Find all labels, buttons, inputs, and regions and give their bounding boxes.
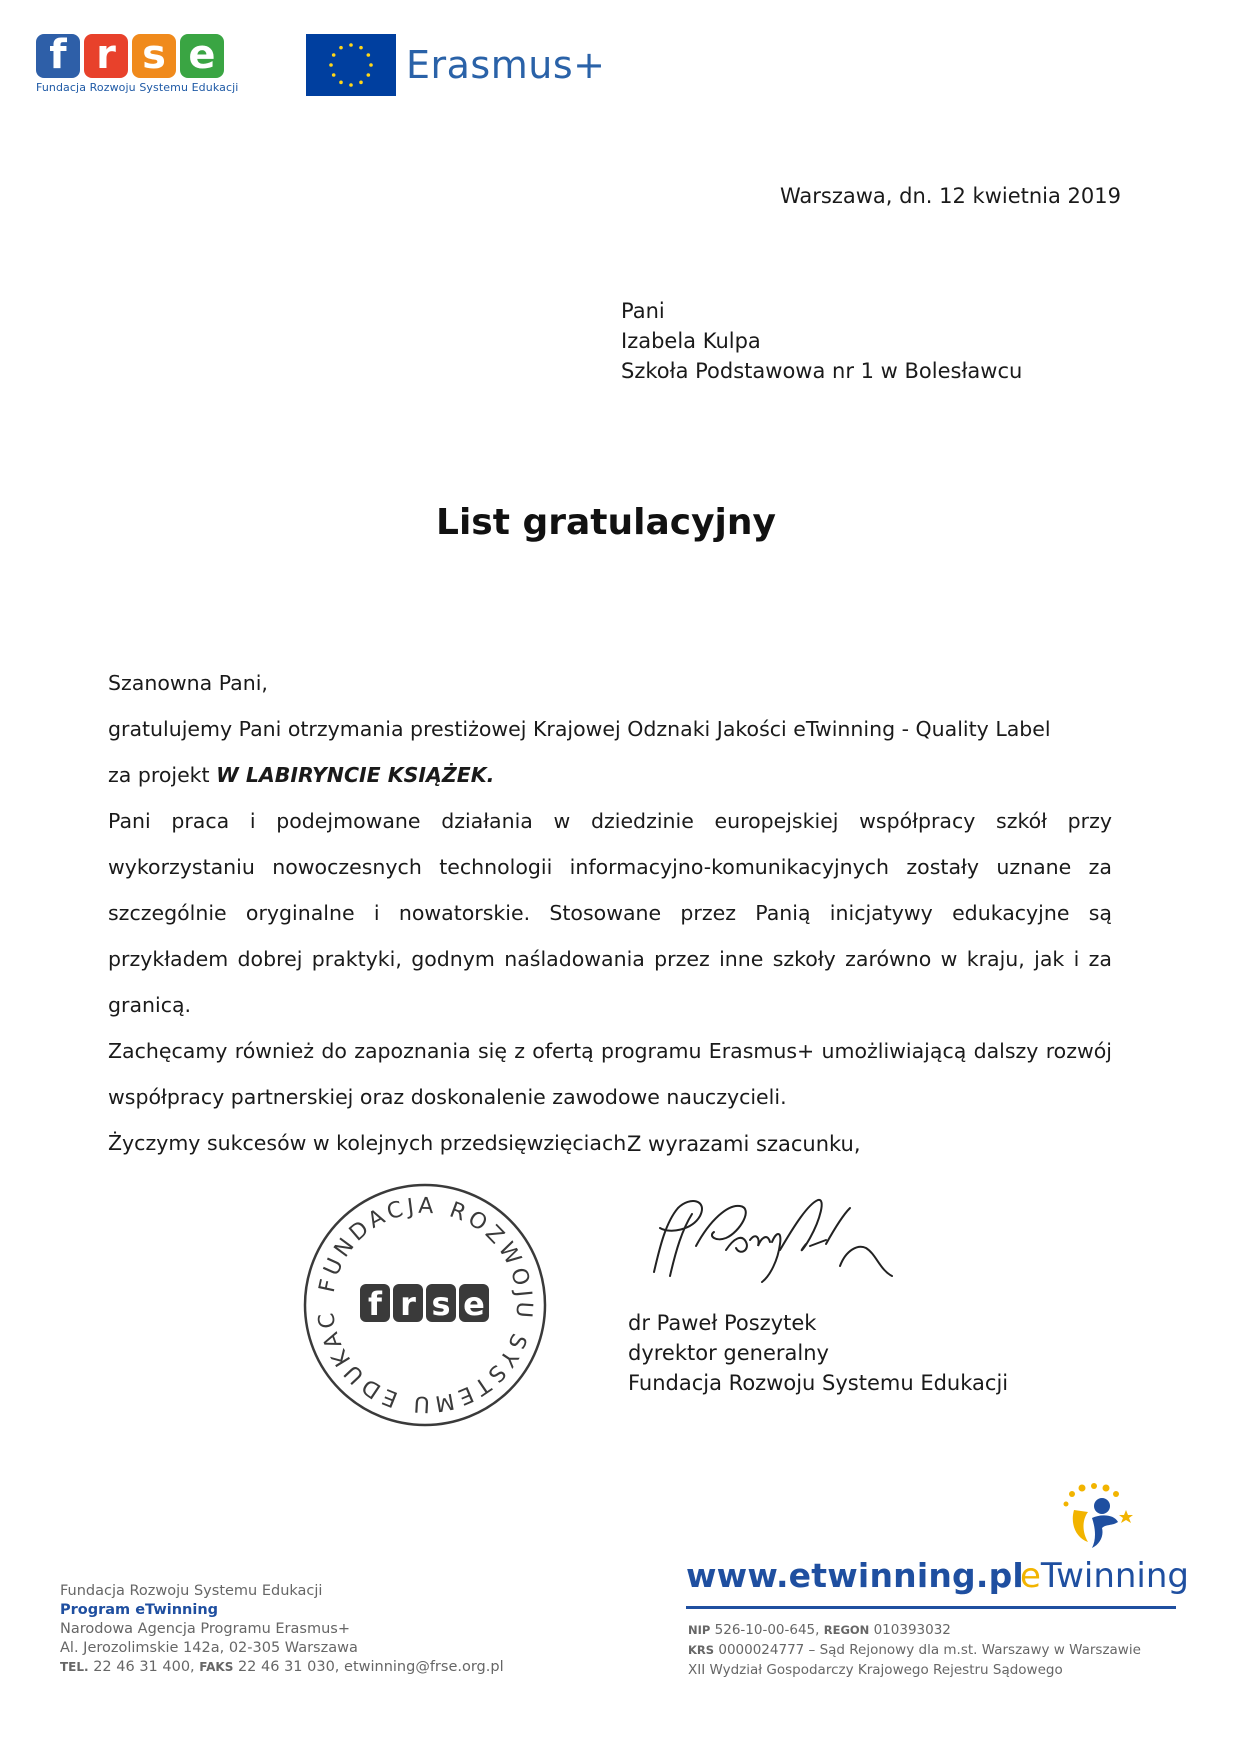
salutation: Szanowna Pani, <box>108 671 268 695</box>
footer-agency: Narodowa Agencja Programu Erasmus+ <box>60 1621 350 1637</box>
signer-name: dr Paweł Poszytek <box>628 1311 817 1335</box>
footer-divider <box>686 1606 1176 1609</box>
frse-caption: Fundacja Rozwoju Systemu Edukacji <box>36 81 239 94</box>
etwinning-brand-e: e <box>1020 1556 1041 1596</box>
letter-date: Warszawa, dn. 12 kwietnia 2019 <box>780 184 1121 208</box>
paragraph-congratulations <box>108 706 1112 798</box>
project-prefix: za projekt <box>108 763 217 787</box>
etwinning-brand-rest: Twinning <box>1040 1556 1189 1596</box>
paragraph-erasmus: Zachęcamy również do zapoznania się z ofertą programu Erasmus+ umożliwiającą dalszy rozwój współpracy partnerskiej oraz doskonalenie zawodowe nauczycieli. <box>108 1039 1112 1109</box>
footer-address: Al. Jerozolimskie 142a, 02-305 Warszawa <box>60 1640 358 1656</box>
footer-program: Program eTwinning <box>60 1602 219 1618</box>
signature-icon <box>630 1186 910 1296</box>
svg-text:r: r <box>400 1285 416 1323</box>
signer-block <box>628 1308 1008 1398</box>
stamp-icon <box>300 1180 550 1430</box>
recipient-address <box>621 296 1022 386</box>
court-line: XII Wydział Gospodarczy Krajowego Rejestru Sądowego <box>688 1662 1063 1678</box>
footer-phone-line <box>60 1658 504 1677</box>
frse-tile-r: r <box>84 34 128 78</box>
eu-flag-icon <box>306 34 396 96</box>
frse-tile-e: e <box>180 34 224 78</box>
signer-organization: Fundacja Rozwoju Systemu Edukacji <box>628 1371 1009 1395</box>
recipient-name: Izabela Kulpa <box>621 329 761 353</box>
stamp-ring-text: FUNDACJA ROZWOJU SYSTEMU EDUKAC <box>313 1193 537 1417</box>
erasmus-label: Erasmus+ <box>406 43 606 87</box>
eu-stars-icon <box>306 34 396 96</box>
etwinning-brand <box>1020 1556 1189 1596</box>
registration-info <box>688 1620 1188 1680</box>
frse-logo <box>36 34 238 94</box>
recipient-school: Szkoła Podstawowa nr 1 w Bolesławcu <box>621 359 1023 383</box>
erasmus-logo <box>306 34 605 96</box>
frse-tile-s: s <box>132 34 176 78</box>
svg-text:f: f <box>368 1285 382 1323</box>
regon-label: REGON <box>823 1623 870 1637</box>
fax-label: FAKS <box>199 1660 234 1674</box>
etwinning-figure-icon <box>1052 1480 1142 1556</box>
paragraph-wishes: Życzymy sukcesów w kolejnych przedsięwzięciach. <box>108 1131 633 1155</box>
nip-regon-line <box>688 1620 1188 1640</box>
regon-value: 010393032 <box>869 1622 951 1638</box>
nip-label: NIP <box>688 1623 711 1637</box>
paragraph-recognition: Pani praca i podejmowane działania w dziedzinie europejskiej współpracy szkół przy wykorzystaniu nowoczesnych technologii informacyjno-komunikacyjnych zostały uznane za szczególnie oryginalne i nowatorskie. Stosowane przez Panią inicjatywy edukacyjne są przykładem dobrej praktyki, godnym naśladowania przez inne szkoły zarówno w kraju, jak i za granicą. <box>108 809 1112 1017</box>
official-stamp <box>300 1180 550 1434</box>
svg-text:s: s <box>431 1285 451 1323</box>
signer-position: dyrektor generalny <box>628 1341 829 1365</box>
krs-label: KRS <box>688 1643 715 1657</box>
letter-body <box>108 660 1112 1166</box>
project-name: W LABIRYNCIE KSIĄŻEK. <box>216 763 495 787</box>
tel-label: TEL. <box>60 1660 89 1674</box>
nip-value: 526-10-00-645, <box>710 1622 824 1638</box>
handwritten-signature <box>630 1186 910 1300</box>
krs-line <box>688 1640 1188 1660</box>
krs-value: 0000024777 – Sąd Rejonowy dla m.st. Warszawy w Warszawie <box>714 1642 1141 1658</box>
footer-contact <box>60 1582 504 1677</box>
fax-value: 22 46 31 030, etwinning@frse.org.pl <box>233 1659 504 1675</box>
letter-title: List gratulacyjny <box>436 502 776 543</box>
footer-org: Fundacja Rozwoju Systemu Edukacji <box>60 1583 323 1599</box>
etwinning-url-link[interactable]: www.etwinning.pl <box>686 1556 1024 1595</box>
closing: Z wyrazami szacunku, <box>627 1132 861 1156</box>
tel-value: 22 46 31 400, <box>88 1659 200 1675</box>
frse-tile-f: f <box>36 34 80 78</box>
paragraph-congratulations-text: gratulujemy Pani otrzymania prestiżowej Krajowej Odznaki Jakości eTwinning - Quality Label <box>108 717 1051 741</box>
recipient-salutation: Pani <box>621 299 665 323</box>
svg-text:e: e <box>463 1285 485 1323</box>
